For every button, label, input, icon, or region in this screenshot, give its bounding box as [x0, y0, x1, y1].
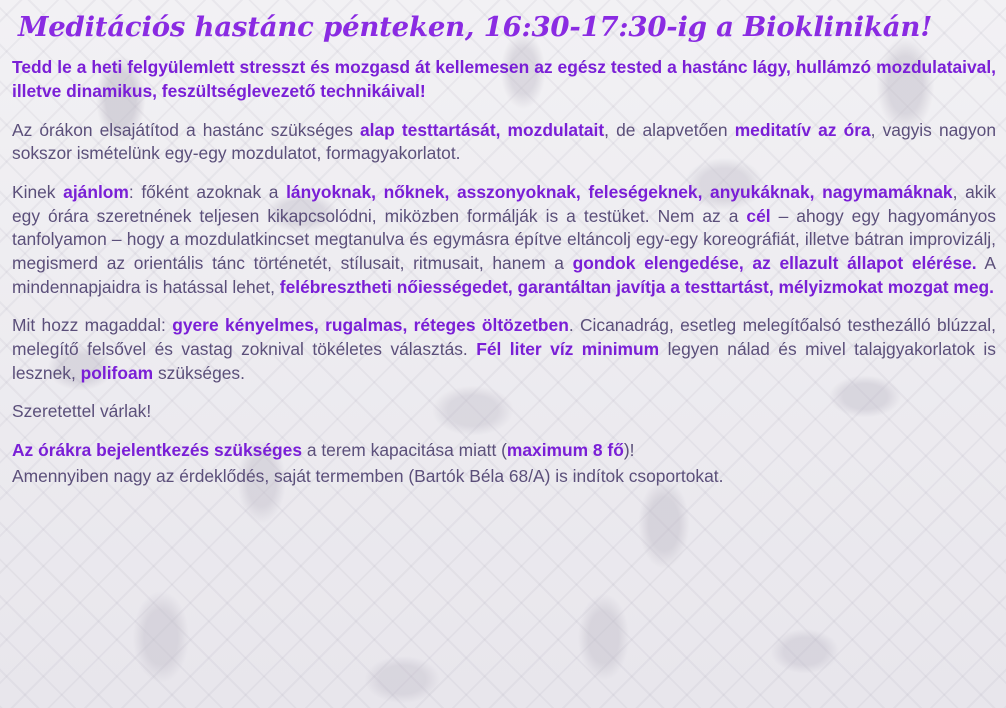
paragraph-lesson-description	[12, 119, 996, 166]
page-title: Meditációs hastánc pénteken, 16:30-17:30-ig a Bioklinikán!	[18, 11, 933, 43]
text-run: , vagyis nagyon sokszor ismételünk egy-egy mozdulatot, formagyakorlatot.	[12, 119, 997, 164]
flyer-content	[12, 12, 996, 488]
text-run: Az órákon elsajátítod a hastánc szükséges	[12, 119, 360, 140]
text-run: Mit hozz magaddal:	[12, 315, 173, 336]
text-run: gyere kényelmes, rugalmas, réteges öltözetben	[172, 315, 569, 336]
text-run: cél	[746, 205, 771, 226]
text-run: – ahogy egy hagyományos tanfolyamon – hogy a mozdulatkincset megtanulva és egymásra építve eltáncolj egy-egy koreográfiát, illetve bátran improvizálj, megismerd az orientális tánc történetét, stílusait, ritmusait, hanem a	[12, 205, 997, 273]
flyer-body	[12, 56, 996, 488]
text-run: Kinek	[12, 181, 64, 202]
text-run: Tedd le a heti felgyülemlett stresszt és mozgasd át kellemesen az egész tested a hastánc lágy, hullámzó mozdulataival, illetve dinamikus, feszültséglevezető technikáival!	[12, 57, 996, 101]
text-run: , akik egy órára szeretnének teljesen kikapcsolódni, miközben formálják is a testüket. Nem az a	[12, 181, 997, 226]
text-run: gondok elengedése, az ellazult állapot elérése.	[572, 252, 977, 273]
text-run: Az órákra bejelentkezés szükséges	[12, 439, 302, 460]
text-run: . Cicanadrág, esetleg melegítőalsó testhezálló blúzzal, melegítő felsővel és vastag zoknival tökéletes választás.	[12, 315, 996, 359]
text-run: ajánlom	[63, 181, 129, 202]
paragraph-who-is-it-for	[12, 181, 996, 299]
text-run: felébresztheti nőiességedet, garantáltan javítja a testtartást, mélyizmokat mozgat meg.	[279, 276, 995, 297]
text-run: maximum 8 fő	[506, 439, 624, 460]
text-run: alap testtartását, mozdulatait	[360, 119, 605, 140]
paragraph-what-to-bring	[12, 314, 996, 385]
text-run: Szeretettel várlak!	[12, 401, 152, 422]
text-run: A mindennapjaidra is hatással lehet,	[12, 252, 996, 297]
text-run: szükséges.	[153, 362, 245, 383]
text-run: , de alapvetően	[604, 119, 735, 140]
paragraph-intro-bold	[12, 56, 996, 103]
text-run: polifoam	[80, 362, 154, 383]
text-run: meditatív az óra	[734, 119, 871, 140]
text-run: Amennyiben nagy az érdeklődés, saját termemben (Bartók Béla 68/A) is indítok csoportokat.	[12, 465, 724, 486]
text-run: )!	[623, 439, 635, 460]
text-run: lányoknak, nőknek, asszonyoknak, feleségeknek, anyukáknak, nagymamáknak	[286, 181, 953, 202]
paragraph-greeting	[12, 400, 996, 424]
paragraph-extra-group-note	[12, 465, 996, 489]
text-run: a terem kapacitása miatt (	[302, 439, 507, 460]
text-run: : főként azoknak a	[128, 181, 287, 202]
paragraph-registration-note	[12, 439, 996, 463]
text-run: legyen nálad és mivel talajgyakorlatok is lesznek,	[12, 338, 996, 383]
text-run: Fél liter víz minimum	[476, 338, 660, 359]
